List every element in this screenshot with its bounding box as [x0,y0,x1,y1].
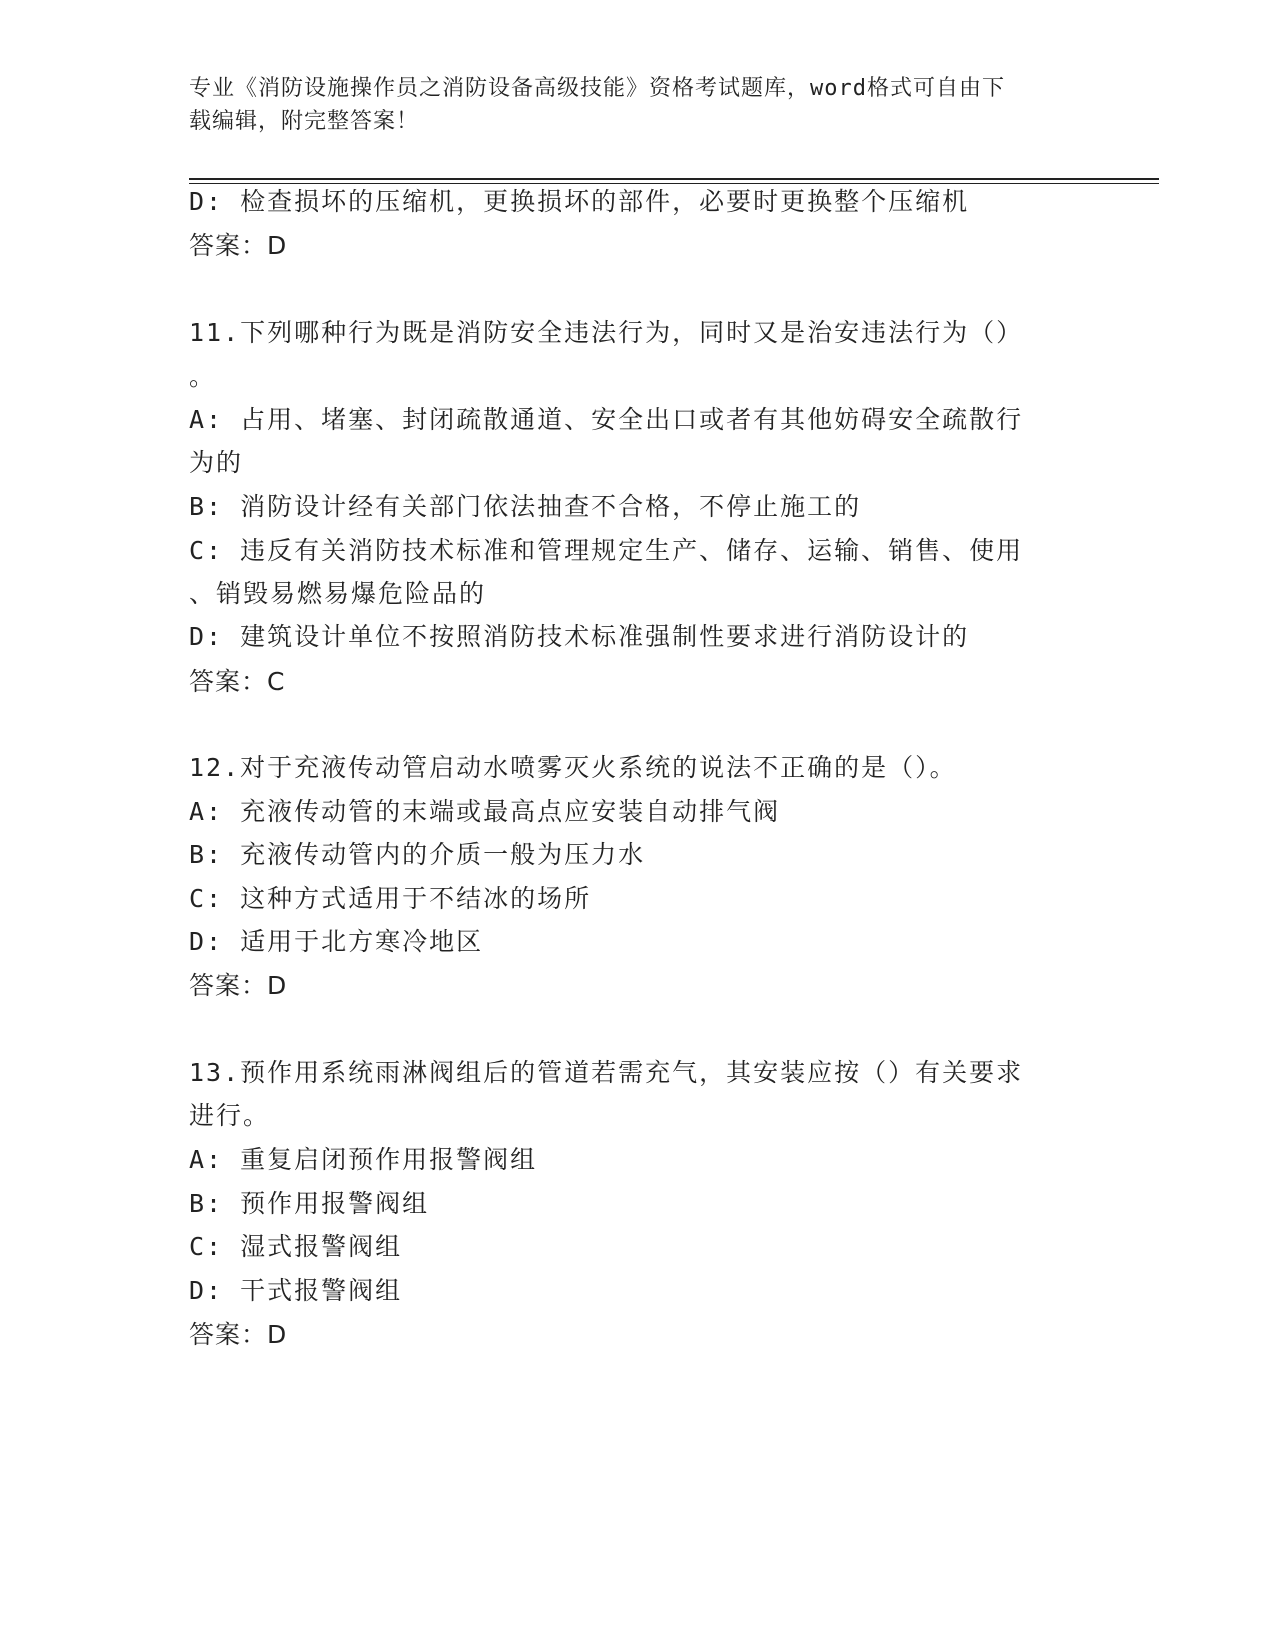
prev-option-d: D: 检查损坏的压缩机，更换损坏的部件，必要时更换整个压缩机 [189,187,970,216]
q12-option-b: B: 充液传动管内的介质一般为压力水 [189,840,646,869]
q12-option-c: C: 这种方式适用于不结冰的场所 [189,884,592,913]
q13-answer: 答案：D [189,1320,288,1349]
header-line-1: 专业《消防设施操作员之消防设备高级技能》资格考试题库，word格式可自由下 [189,76,1005,101]
prev-answer: 答案：D [189,231,288,260]
q11-option-c-line-1: C: 违反有关消防技术标准和管理规定生产、储存、运输、销售、使用 [189,536,1024,565]
page-header [189,72,1089,138]
q11-option-d: D: 建筑设计单位不按照消防技术标准强制性要求进行消防设计的 [189,622,970,651]
q13-option-b: B: 预作用报警阀组 [189,1189,430,1218]
q12-option-d: D: 适用于北方寒冷地区 [189,927,484,956]
q13-stem-line-2: 进行。 [189,1101,271,1130]
q11-option-a-line-1: A: 占用、堵塞、封闭疏散通道、安全出口或者有其他妨碍安全疏散行 [189,405,1024,434]
header-divider-thin [189,183,1159,184]
header-divider [189,178,1159,180]
q13-option-d: D: 干式报警阀组 [189,1276,403,1305]
q11-option-a-line-2: 为的 [189,448,244,477]
q11-answer: 答案：C [189,667,286,696]
header-line-2: 载编辑，附完整答案！ [189,109,420,134]
q13-option-c: C: 湿式报警阀组 [189,1232,403,1261]
q13-option-a: A: 重复启闭预作用报警阀组 [189,1145,538,1174]
q11-option-c-line-2: 、销毁易燃易爆危险品的 [189,579,487,608]
q12-stem: 12.对于充液传动管启动水喷雾灭火系统的说法不正确的是（）。 [189,753,957,782]
q12-answer: 答案：D [189,971,288,1000]
q13-stem-line-1: 13.预作用系统雨淋阀组后的管道若需充气，其安装应按（）有关要求 [189,1058,1024,1087]
q11-option-b: B: 消防设计经有关部门依法抽查不合格，不停止施工的 [189,492,862,521]
q11-stem-line-1: 11.下列哪种行为既是消防安全违法行为，同时又是治安违法行为（） [189,318,1024,347]
q12-option-a: A: 充液传动管的末端或最高点应安装自动排气阀 [189,797,781,826]
q11-stem-line-2: 。 [189,362,217,391]
